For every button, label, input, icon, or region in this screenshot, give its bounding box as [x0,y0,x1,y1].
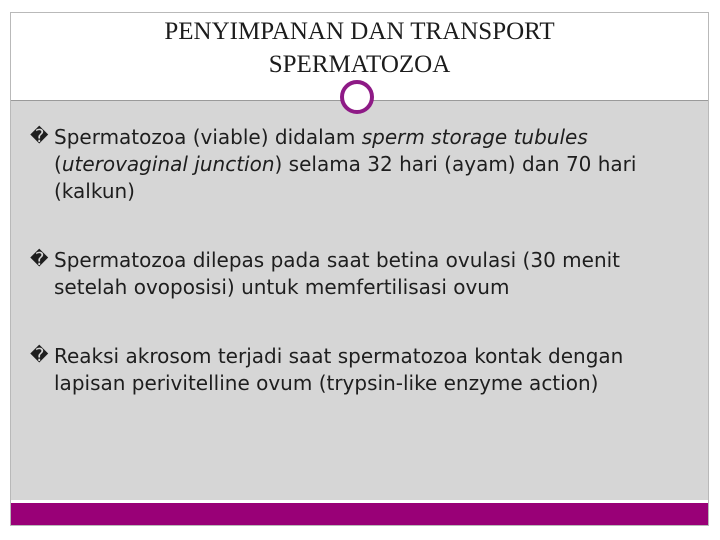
bullet-text-1-part-1: Spermatozoa (viable) didalam [54,125,362,149]
bullet-icon [30,345,50,367]
bullet-text-1-part-2: sperm storage tubules [361,125,588,149]
bullet-text-1-part-5: ) selama 32 hari (ayam) dan 70 hari (kalkun) [54,152,637,203]
bullet-text-3: Reaksi akrosom terjadi saat spermatozoa kontak dengan lapisan perivitelline ovum (trypsin-like enzyme action) [54,344,624,395]
bullet-list [30,124,690,439]
bullet-text-1-part-4: uterovaginal junction [61,152,275,176]
bullet-icon [30,126,50,148]
bullet-icon [30,249,50,271]
bullet-item-3 [30,343,690,397]
bullet-text-1-part-3: ( [54,152,62,176]
bullet-item-1 [30,124,690,205]
decorative-circle-icon [340,80,374,114]
slide-title: PENYIMPANAN DAN TRANSPORT SPERMATOZOA [164,18,555,78]
bullet-item-2 [30,247,690,301]
bullet-text-2: Spermatozoa dilepas pada saat betina ovulasi (30 menit setelah ovoposisi) untuk memfertilisasi ovum [54,248,621,299]
